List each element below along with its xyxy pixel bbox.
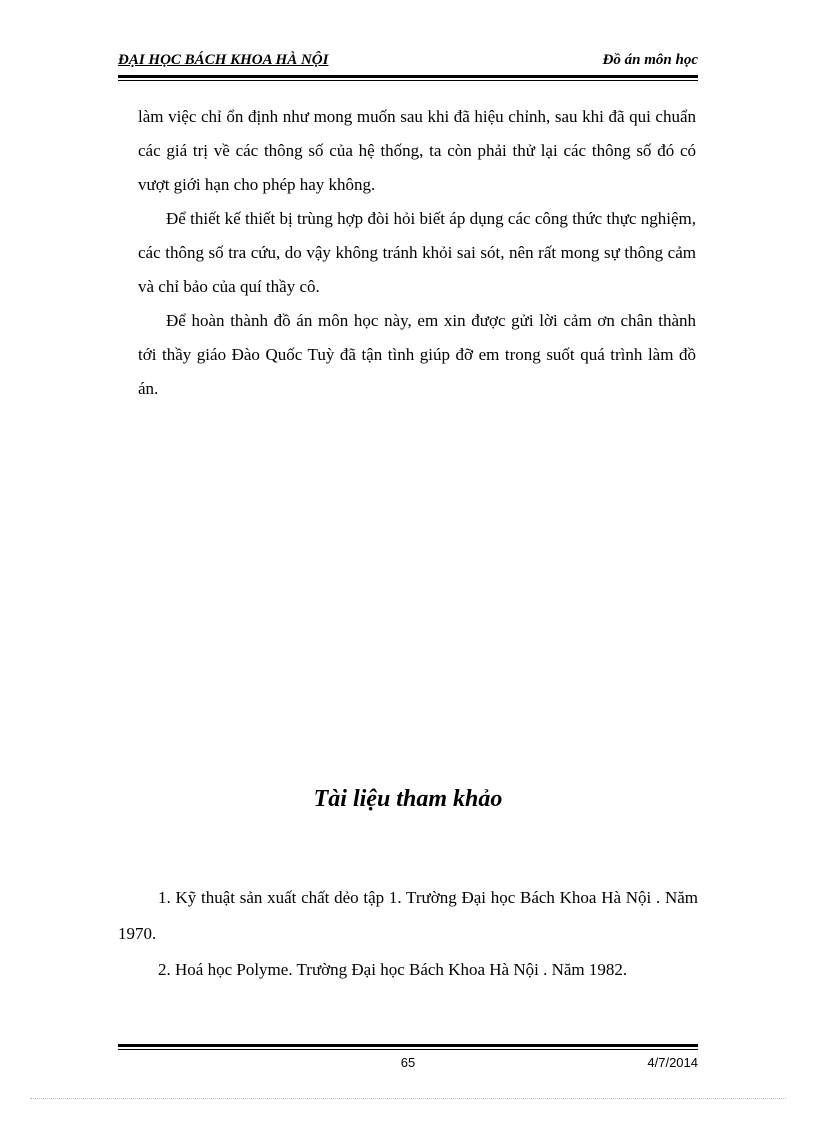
footer-date: 4/7/2014 [647,1055,698,1070]
body-text [138,100,696,406]
paragraph-3: Để hoàn thành đồ án môn học này, em xin được gửi lời cảm ơn chân thành tới thầy giáo Đào Quốc Tuỳ đã tận tình giúp đỡ em trong suốt quá trình làm đồ án. [138,311,696,398]
reference-item-1: 1. Kỹ thuật sản xuất chất dẻo tập 1. Trường Đại học Bách Khoa Hà Nội . Năm 1970. [118,888,698,943]
paragraph-1: làm việc chỉ ổn định như mong muốn sau khi đã hiệu chỉnh, sau khi đã qui chuẩn các giá trị về các thông số của hệ thống, ta còn phải thử lại các thông số đó có vượt giới hạn cho phép hay không. [138,107,696,194]
paragraph-2: Để thiết kế thiết bị trùng hợp đòi hỏi biết áp dụng các công thức thực nghiệm, các thông số tra cứu, do vậy không tránh khỏi sai sót, nên rất mong sự thông cảm và chỉ bảo của quí thầy cô. [138,209,696,296]
header-rule-thin [118,80,698,81]
page-number: 65 [400,1055,416,1070]
footer-rule-thin [118,1049,698,1050]
page-header [118,52,698,74]
footer-rule [118,1044,698,1047]
header-university: ĐẠI HỌC BÁCH KHOA HÀ NỘI [118,52,329,68]
header-rule [118,75,698,78]
page-boundary [30,1098,786,1099]
references-title: Tài liệu tham khảo [313,786,503,812]
header-doc-type: Đồ án môn học [602,52,698,68]
references-list [118,880,698,988]
reference-item-2: 2. Hoá học Polyme. Trường Đại học Bách Khoa Hà Nội . Năm 1982. [158,960,628,979]
